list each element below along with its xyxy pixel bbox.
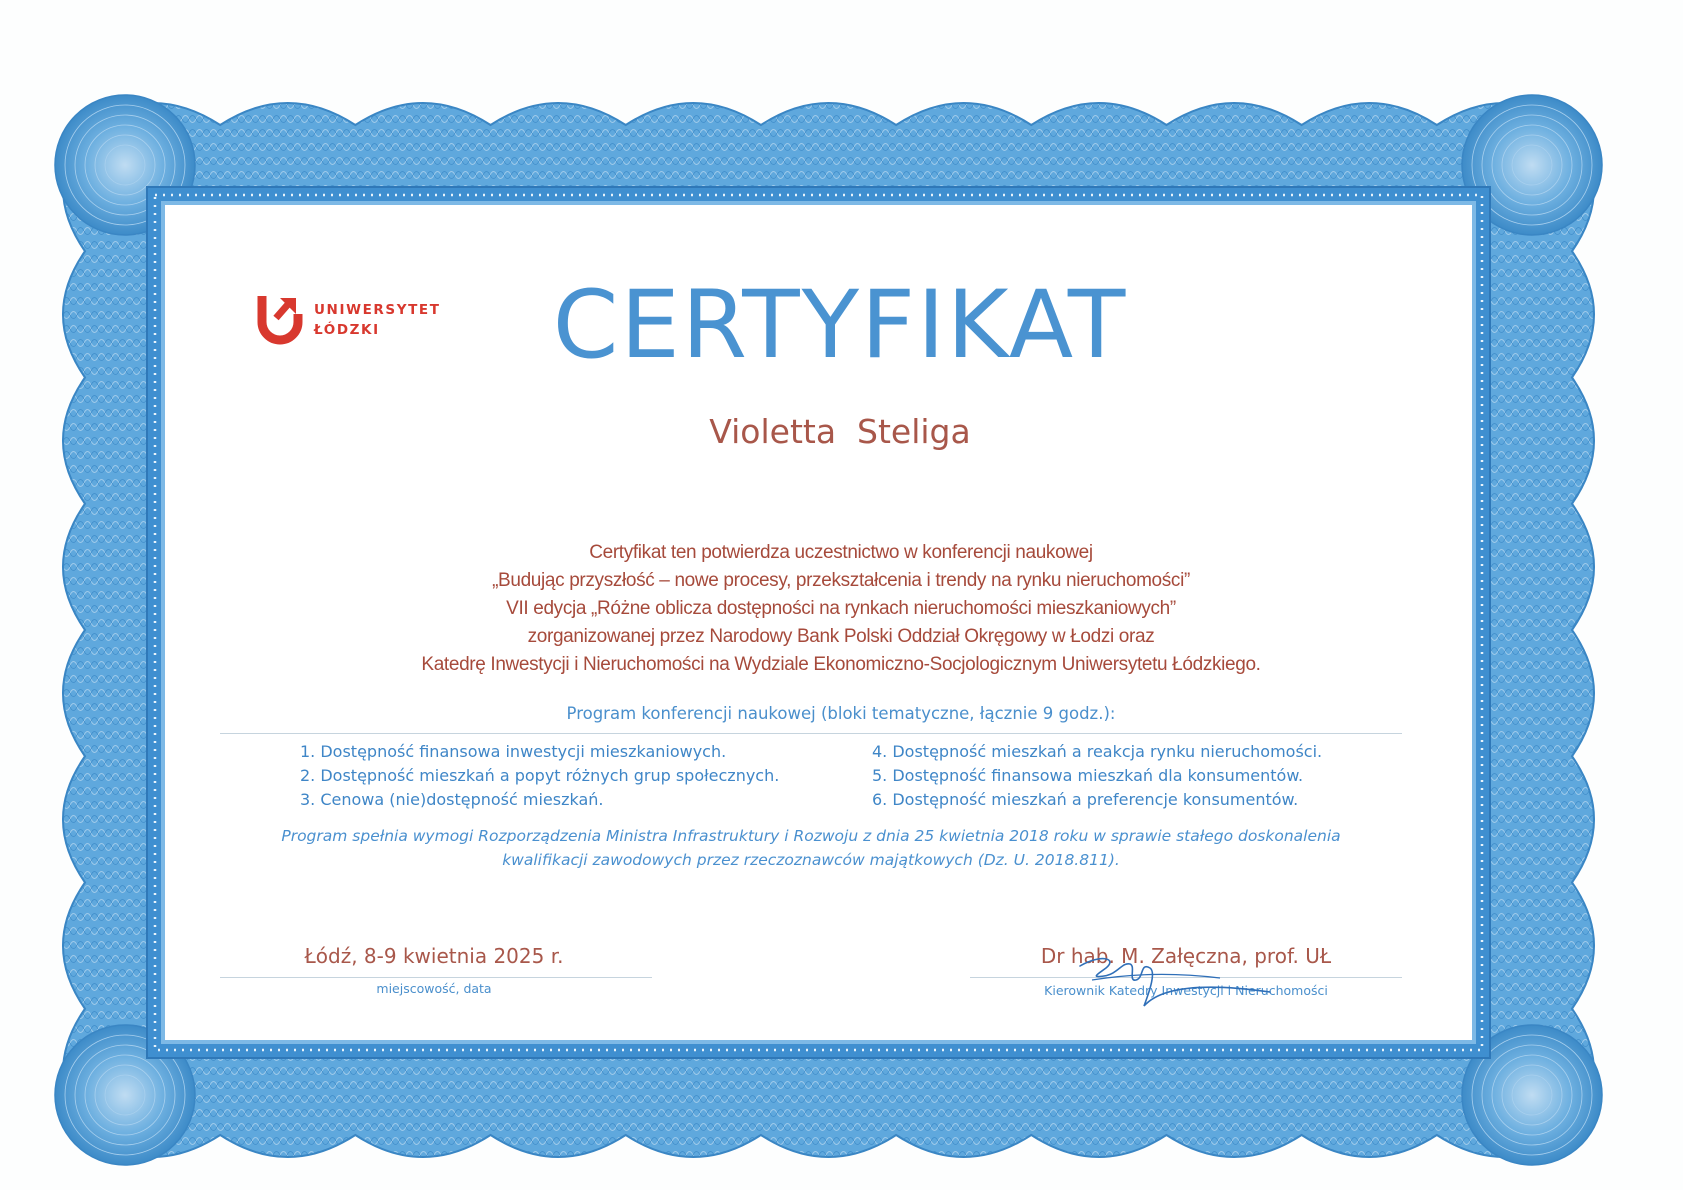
university-logo-mark-icon <box>254 292 306 348</box>
program-topic: 2. Dostępność mieszkań a popyt różnych grup społecznych. <box>300 766 780 785</box>
program-topic: 3. Cenowa (nie)dostępność mieszkań. <box>300 790 604 809</box>
signer-name: Dr hab. M. Załęczna, prof. UŁ <box>1040 944 1332 968</box>
regulation-note-line: Program spełnia wymogi Rozporządzenia Ministra Infrastruktury i Rozwoju z dnia 25 kwietnia 2018 roku w sprawie stałego doskonalenia <box>281 827 1341 845</box>
place-date: Łódź, 8-9 kwietnia 2025 r. <box>304 944 564 968</box>
certificate-title: CERTYFIKAT <box>552 271 1128 380</box>
description-line: „Budując przyszłość – nowe procesy, przekształcenia i trendy na rynku nieruchomości” <box>492 570 1190 591</box>
place-date-line <box>220 977 652 978</box>
program-topic: 6. Dostępność mieszkań a preferencje konsumentów. <box>872 790 1299 809</box>
program-divider <box>220 733 1402 734</box>
logo-line-2: ŁÓDZKI <box>314 322 380 338</box>
university-logo-text <box>314 300 441 340</box>
logo-line-1: UNIWERSYTET <box>314 302 441 318</box>
recipient-name: Violetta Steliga <box>709 412 971 451</box>
certificate-description <box>300 539 1382 679</box>
description-line: Certyfikat ten potwierdza uczestnictwo w konferencji naukowej <box>589 542 1093 563</box>
regulation-note-line: kwalifikacji zawodowych przez rzeczoznawców majątkowych (Dz. U. 2018.811). <box>502 851 1120 869</box>
handwritten-signature <box>1070 948 1290 1018</box>
program-topic: 4. Dostępność mieszkań a reakcja rynku nieruchomości. <box>872 742 1323 761</box>
place-date-caption: miejscowość, data <box>376 981 492 996</box>
program-topic: 1. Dostępność finansowa inwestycji mieszkaniowych. <box>300 742 727 761</box>
program-heading: Program konferencji naukowej (bloki tematyczne, łącznie 9 godz.): <box>566 704 1116 723</box>
description-line: zorganizowanej przez Narodowy Bank Polski Oddział Okręgowy w Łodzi oraz <box>527 626 1155 647</box>
description-line: Katedrę Inwestycji i Nieruchomości na Wydziale Ekonomiczno-Socjologicznym Uniwersytetu Łódzkiego. <box>421 654 1261 675</box>
program-topic: 5. Dostępność finansowa mieszkań dla konsumentów. <box>872 766 1304 785</box>
university-logo <box>254 292 454 356</box>
description-line: VII edycja „Różne oblicza dostępności na rynkach nieruchomości mieszkaniowych” <box>506 598 1176 619</box>
signer-caption: Kierownik Katedry Inwestycji i Nieruchomości <box>1044 983 1328 998</box>
regulation-note <box>220 824 1402 872</box>
